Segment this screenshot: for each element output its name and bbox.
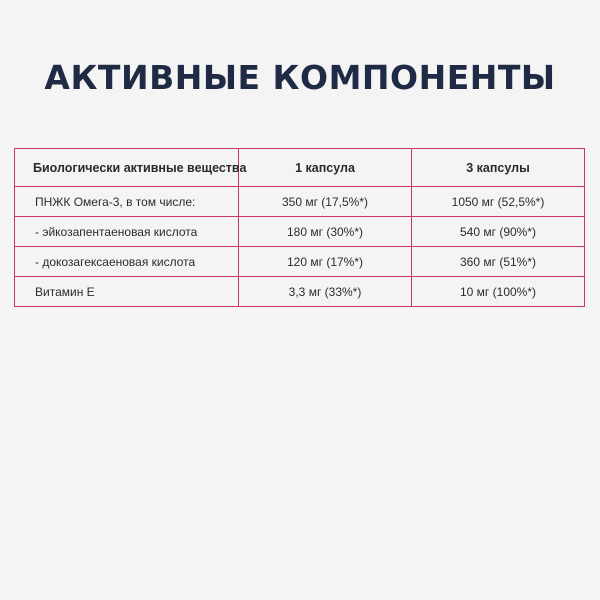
- header-one-capsule: 1 капсула: [239, 149, 412, 187]
- row-three-capsules-value: 10 мг (100%*): [412, 277, 585, 307]
- table-row: [15, 247, 585, 277]
- table-header-row: [15, 149, 585, 187]
- active-components-table: [14, 148, 585, 307]
- row-substance-name: Витамин Е: [15, 277, 239, 307]
- row-substance-name: - докозагексаеновая кислота: [15, 247, 239, 277]
- row-one-capsule-value: 180 мг (30%*): [239, 217, 412, 247]
- row-substance-name: ПНЖК Омега-3, в том числе:: [15, 187, 239, 217]
- row-three-capsules-value: 1050 мг (52,5%*): [412, 187, 585, 217]
- row-one-capsule-value: 3,3 мг (33%*): [239, 277, 412, 307]
- row-one-capsule-value: 120 мг (17%*): [239, 247, 412, 277]
- row-substance-name: - эйкозапентаеновая кислота: [15, 217, 239, 247]
- table-row: [15, 277, 585, 307]
- header-substances: Биологически активные вещества: [15, 149, 239, 187]
- row-three-capsules-value: 360 мг (51%*): [412, 247, 585, 277]
- row-one-capsule-value: 350 мг (17,5%*): [239, 187, 412, 217]
- table-row: [15, 217, 585, 247]
- row-three-capsules-value: 540 мг (90%*): [412, 217, 585, 247]
- page-title: АКТИВНЫЕ КОМПОНЕНТЫ: [44, 58, 556, 98]
- components-table-container: [14, 148, 584, 307]
- table-row: [15, 187, 585, 217]
- header-three-capsules: 3 капсулы: [412, 149, 585, 187]
